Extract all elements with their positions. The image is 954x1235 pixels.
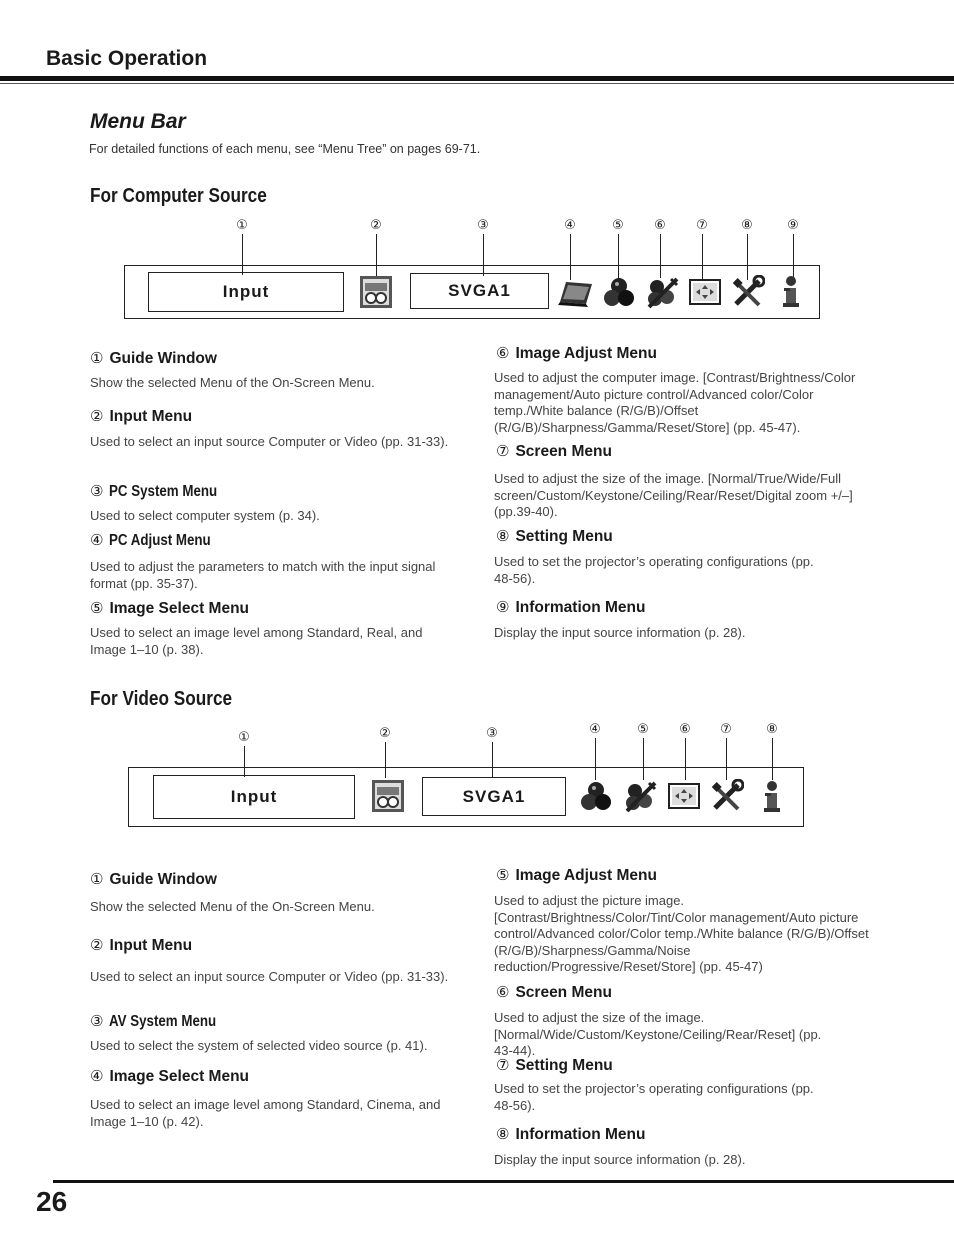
image-adjust-icon[interactable] xyxy=(645,275,679,309)
item-desc: Used to select computer system (p. 34). xyxy=(90,508,320,523)
callout-line xyxy=(726,738,727,780)
item-desc: Used to adjust the computer image. [Contrast/Brightness/Color management/Auto picture control/Advanced color/Color temp./White balance (R/G/B)/Offset (R/G/B)/Sharpness/Gamma/Reset/Store] (pp. 45-47). xyxy=(494,370,856,435)
image-select-icon[interactable] xyxy=(579,779,613,813)
item-desc: Used to select an image level among Standard, Cinema, and Image 1–10 (p. 42). xyxy=(90,1097,441,1129)
callout-line xyxy=(492,742,493,778)
callout-line xyxy=(793,234,794,278)
screen-icon[interactable] xyxy=(688,276,722,310)
callout-7: ⑦ xyxy=(696,218,708,233)
callout-2: ② xyxy=(379,726,391,741)
callout-7: ⑦ xyxy=(720,722,732,737)
item-desc: Used to adjust the parameters to match with the input signal format (pp. 35-37). xyxy=(90,559,436,591)
callout-line xyxy=(660,234,661,278)
item-desc: Used to adjust the picture image. [Contrast/Brightness/Color/Tint/Color management/Auto picture control/Advanced color/Color temp./White balance (R/G/B)/Offset (R/G/B)/Sharpness/Gamma/Noise reduction/Progressive/Reset/Store] (pp. 45-47) xyxy=(494,893,869,974)
item-title: ① Guide Window xyxy=(90,349,217,367)
item-desc: Used to adjust the size of the image. [Normal/Wide/Custom/Keystone/Ceiling/Rear/Reset] (pp. 43-44). xyxy=(494,1010,822,1058)
callout-5: ⑤ xyxy=(612,218,624,233)
callout-1: ① xyxy=(238,730,250,745)
information-icon[interactable] xyxy=(759,780,793,814)
item-title: ⑦ Setting Menu xyxy=(496,1056,613,1074)
setting-icon[interactable] xyxy=(731,275,765,309)
header-rule-thin xyxy=(0,83,954,84)
callout-line xyxy=(643,738,644,780)
callout-line xyxy=(483,234,484,276)
callout-8: ⑧ xyxy=(741,218,753,233)
item-desc: Display the input source information (p. 28). xyxy=(494,625,746,640)
callout-line xyxy=(747,234,748,280)
callout-line xyxy=(244,746,245,777)
item-desc: Used to adjust the size of the image. [Normal/True/Wide/Full screen/Custom/Keystone/Ceiling/Rear/Reset/Digital zoom +/–] (pp.39-40). xyxy=(494,471,853,519)
item-title: ④ Image Select Menu xyxy=(90,1067,249,1085)
callout-4: ④ xyxy=(589,722,601,737)
item-desc: Used to set the projector’s operating configurations (pp. 48-56). xyxy=(494,554,814,586)
item-title: ④ PC Adjust Menu xyxy=(90,531,212,549)
item-title: ② Input Menu xyxy=(90,936,193,954)
section-header-title: Basic Operation xyxy=(46,47,208,70)
callout-5: ⑤ xyxy=(637,722,649,737)
intro-text: For detailed functions of each menu, see “Menu Tree” on pages 69-71. xyxy=(89,142,481,156)
computer-source-heading: For Computer Source xyxy=(90,185,267,207)
item-title: ⑨ Information Menu xyxy=(496,598,646,616)
callout-2: ② xyxy=(370,218,382,233)
callout-line xyxy=(595,738,596,780)
item-title: ⑦ Screen Menu xyxy=(496,442,612,460)
item-desc: Display the input source information (p. 28). xyxy=(494,1152,746,1167)
callout-line xyxy=(702,234,703,280)
callout-4: ④ xyxy=(564,218,576,233)
callout-line xyxy=(570,234,571,280)
item-desc: Show the selected Menu of the On-Screen Menu. xyxy=(90,375,375,390)
guide-window: Input xyxy=(148,272,344,312)
callout-1: ① xyxy=(236,218,248,233)
page-number: 26 xyxy=(36,1186,68,1217)
item-desc: Used to select an input source Computer or Video (pp. 31-33). xyxy=(90,969,449,984)
item-desc: Used to select the system of selected video source (p. 41). xyxy=(90,1038,428,1053)
item-title: ⑥ Screen Menu xyxy=(496,983,612,1001)
image-adjust-icon[interactable] xyxy=(623,779,657,813)
input-menu-icon[interactable] xyxy=(359,275,393,309)
callout-3: ③ xyxy=(486,726,498,741)
callout-6: ⑥ xyxy=(654,218,666,233)
item-desc: Show the selected Menu of the On-Screen Menu. xyxy=(90,899,375,914)
input-menu-icon[interactable] xyxy=(371,779,405,813)
callout-9: ⑨ xyxy=(787,218,799,233)
callout-line xyxy=(685,738,686,780)
callout-line xyxy=(242,234,243,275)
image-select-icon[interactable] xyxy=(602,275,636,309)
guide-window: Input xyxy=(153,775,355,819)
footer-rule xyxy=(53,1180,954,1183)
callout-line xyxy=(772,738,773,780)
item-title: ③ AV System Menu xyxy=(90,1012,217,1030)
callout-3: ③ xyxy=(477,218,489,233)
callout-line xyxy=(385,742,386,778)
information-icon[interactable] xyxy=(778,275,812,309)
item-title: ⑥ Image Adjust Menu xyxy=(496,344,657,362)
item-title: ① Guide Window xyxy=(90,870,217,888)
setting-icon[interactable] xyxy=(710,779,744,813)
item-title: ⑤ Image Adjust Menu xyxy=(496,866,657,884)
pc-adjust-icon[interactable] xyxy=(558,276,592,310)
screen-icon[interactable] xyxy=(667,780,701,814)
item-title: ② Input Menu xyxy=(90,407,193,425)
page-title: Menu Bar xyxy=(90,110,186,133)
item-title: ③ PC System Menu xyxy=(90,482,218,500)
callout-6: ⑥ xyxy=(679,722,691,737)
callout-8: ⑧ xyxy=(766,722,778,737)
item-desc: Used to select an image level among Standard, Real, and Image 1–10 (p. 38). xyxy=(90,625,423,657)
header-rule xyxy=(0,76,954,81)
video-source-heading: For Video Source xyxy=(90,688,233,710)
item-title: ⑧ Information Menu xyxy=(496,1125,646,1143)
item-title: ⑧ Setting Menu xyxy=(496,527,613,545)
item-title: ⑤ Image Select Menu xyxy=(90,599,249,617)
callout-line xyxy=(618,234,619,278)
item-desc: Used to select an input source Computer or Video (pp. 31-33). xyxy=(90,434,449,449)
callout-line xyxy=(376,234,377,276)
system-box: SVGA1 xyxy=(422,777,566,816)
system-box: SVGA1 xyxy=(410,273,549,309)
item-desc: Used to set the projector’s operating configurations (pp. 48-56). xyxy=(494,1081,814,1113)
